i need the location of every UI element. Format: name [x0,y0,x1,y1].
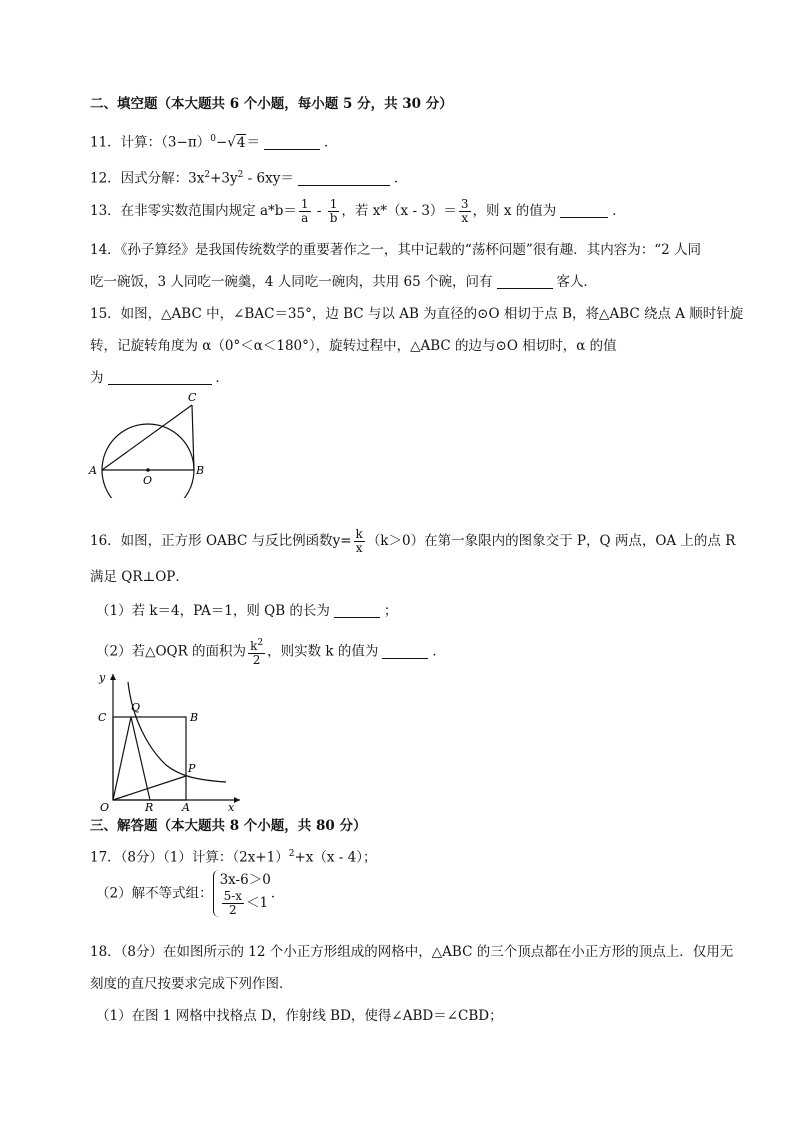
question-14-line1: 14．《孙子算经》是我国传统数学的重要著作之一，其中记载的“荡杯问题”很有趣．其内容为：“2 人同 [90,242,702,258]
question-16-sub2: （2）若△OQR 的面积为 $\frac{k^2}{2}$ ，则实数 k 的值为 ． [96,638,446,667]
label-y: y [99,671,106,684]
answer-blank-15[interactable] [108,370,212,385]
x-axis-arrow [234,797,240,803]
y-axis-arrow [110,674,116,680]
inequality-system: 3x-6＞0 $\frac{5-x}{2}$ ＜1 [213,870,271,917]
center-point [146,468,150,472]
label-c: C [188,391,197,404]
segment-qr [131,717,150,800]
answer-blank-16-2[interactable] [382,644,428,659]
fraction: $\frac{1}{b}$ [329,197,338,225]
fraction: $\frac{k}{x}$ [355,527,363,555]
label-b: B [190,711,199,724]
question-15-line3: 为 ． [90,370,229,386]
label-o: O [143,474,153,487]
section2-heading: 二、填空题（本大题共 6 个小题，每小题 5 分，共 30 分） [90,96,453,112]
segment-oq [113,717,131,800]
question-18-line2: 刻度的直尺按要求完成下列作图． [90,976,293,992]
label-x: x [228,801,235,813]
question-17-sub2: （2）解不等式组： 3x-6＞0 $\frac{5-x}{2}$ ＜1 ． [96,872,285,917]
question-13: 13．在非零实数范围内规定 a*b＝ $\frac{1}{a}$ - $\frac{1}{b}$ ，若 x*（x - 3）＝ $\frac{3}{x}$ ，则 x 的值为 ． [90,197,626,225]
label-q: Q [131,701,141,714]
question-15-line2: 转，记旋转角度为 α（0°＜α＜180°），旋转过程中，△ABC 的边与⊙O 相切时，α 的值 [90,338,617,354]
label-b: B [196,464,205,477]
answer-blank-13[interactable] [560,203,608,218]
answer-blank-14[interactable] [497,274,553,289]
label-p: P [188,762,196,775]
question-17-line1: 17．（8分）（1）计算：$(2x+1)^2+x(x - 4)$； [90,849,377,866]
answer-blank-16-1[interactable] [334,603,380,618]
question-16-line2: 满足 QR⊥OP． [90,569,189,585]
answer-blank-12[interactable] [298,171,390,186]
label-c: C [98,711,107,724]
label-a: A [89,464,97,477]
fraction: $\frac{3}{x}$ [460,197,469,225]
section3-heading: 三、解答题（本大题共 8 个小题，共 80 分） [90,818,367,834]
question-15-line1: 15．如图，△ABC 中，∠BAC＝35°，边 BC 与以 AB 为直径的⊙O 相切于点 B，将△ABC 绕点 A 顺时针旋 [90,306,744,322]
label-r: R [145,801,154,813]
answer-blank-11[interactable] [264,135,320,150]
question-11: 11．计算：$(3-\pi)^0-√4=$ ． [90,134,338,151]
fraction: $\frac{k^2}{2}$ [250,638,264,667]
question-18-sub1: （1）在图 1 网格中找格点 D，作射线 BD，使得∠ABD＝∠CBD； [96,1008,503,1024]
fraction: $\frac{5-x}{2}$ [223,889,243,917]
question-12: 12．因式分解：$3x^2+3y^2 - 6xy=$ ． [90,170,408,187]
figure-15 [84,388,214,498]
question-16-sub1: （1）若 k＝4，PA＝1，则 QB 的长为 ； [96,603,398,619]
question-18-line1: 18．（8分）在如图所示的 12 个小正方形组成的网格中，△ABC 的三个顶点都在小正方形的顶点上．仅用无 [90,944,734,960]
question-14-line2: 吃一碗饭，3 人同吃一碗羹，4 人同吃一碗肉，共用 65 个碗，问有 客人． [90,274,598,290]
label-a: A [182,801,190,813]
fraction: $\frac{1}{a}$ [300,197,309,225]
figure-16 [88,668,253,813]
question-16-line1: 16．如图，正方形 OABC 与反比例函数y= $\frac{k}{x}$ （k＞0）在第一象限内的图象交于 P，Q 两点，OA 上的点 R [90,527,736,555]
label-o: O [100,801,110,813]
